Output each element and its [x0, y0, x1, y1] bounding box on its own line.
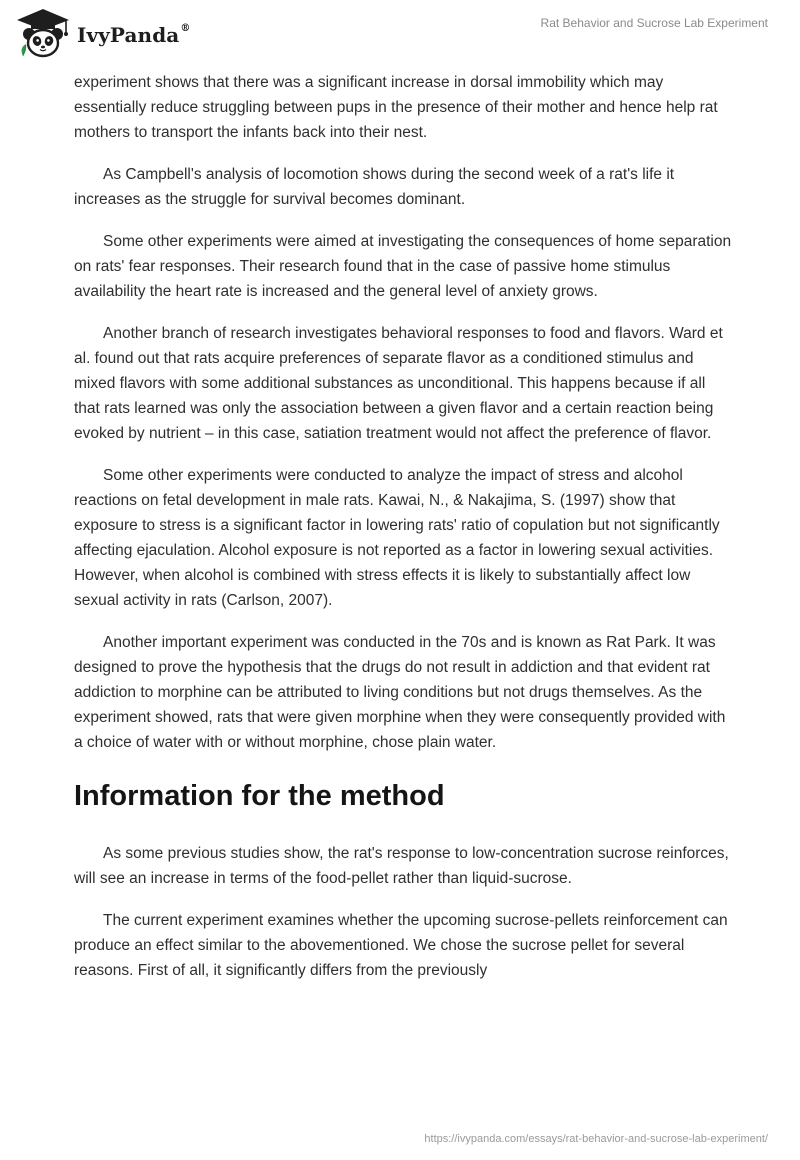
source-url[interactable]: https://ivypanda.com/essays/rat-behavior-and-sucrose-lab-experiment/	[424, 1133, 768, 1145]
essay-body	[74, 70, 734, 1000]
paragraph: The current experiment examines whether the upcoming sucrose-pellets reinforcement can produce an effect similar to the abovementioned. We chose the sucrose pellet for several reasons. First of all, it significantly differs from the previously	[74, 912, 728, 979]
registered-mark: ®	[180, 23, 191, 35]
brand-name: IvyPanda®	[77, 23, 191, 47]
page-header	[0, 0, 800, 70]
document-title: Rat Behavior and Sucrose Lab Experiment	[540, 16, 768, 30]
section-heading: Information for the method	[74, 780, 445, 812]
paragraph: Some other experiments were aimed at investigating the consequences of home separation on rats' fear responses. Their research found that in the case of passive home stimulus availability the heart rate is increased and the general level of anxiety grows.	[74, 233, 732, 300]
ivypanda-logo[interactable]	[14, 6, 190, 62]
paragraph: Another important experiment was conducted in the 70s and is known as Rat Park. It was designed to prove the hypothesis that the drugs do not result in addiction and that evident rat addiction to morphine can be attributed to living conditions but not drugs themselves. As the experiment showed, rats that were given morphine when they were consequently provided with a choice of water with or without morphine, chose plain water.	[74, 634, 726, 751]
paragraph: As Campbell's analysis of locomotion shows during the second week of a rat's life it increases as the struggle for survival becomes dominant.	[74, 166, 675, 208]
paragraph: experiment shows that there was a significant increase in dorsal immobility which may essentially reduce struggling between pups in the presence of their mother and hence help rat mothers to transport the infants back into their nest.	[74, 74, 718, 141]
paragraph: Another branch of research investigates behavioral responses to food and flavors. Ward et al. found out that rats acquire preferences of separate flavor as a conditioned stimulus and mixed flavors with some additional substances as unconditional. This happens because if all that rats learned was only the association between a given flavor and a certain reaction being evoked by nutrient – in this case, satiation treatment would not affect the preference of flavor.	[74, 325, 723, 442]
paragraph: Some other experiments were conducted to analyze the impact of stress and alcohol reactions on fetal development in male rats. Kawai, N., & Nakajima, S. (1997) show that exposure to stress is a significant factor in lowering rats' ratio of copulation but not significantly affecting ejaculation. Alcohol exposure is not reported as a factor in lowering sexual activities. However, when alcohol is combined with stress effects it is likely to substantially affect low sexual activity in rats (Carlson, 2007).	[74, 467, 720, 609]
panda-graduate-icon	[14, 6, 72, 62]
paragraph: As some previous studies show, the rat's response to low-concentration sucrose reinforces, will see an increase in terms of the food-pellet rather than liquid-sucrose.	[74, 845, 729, 887]
